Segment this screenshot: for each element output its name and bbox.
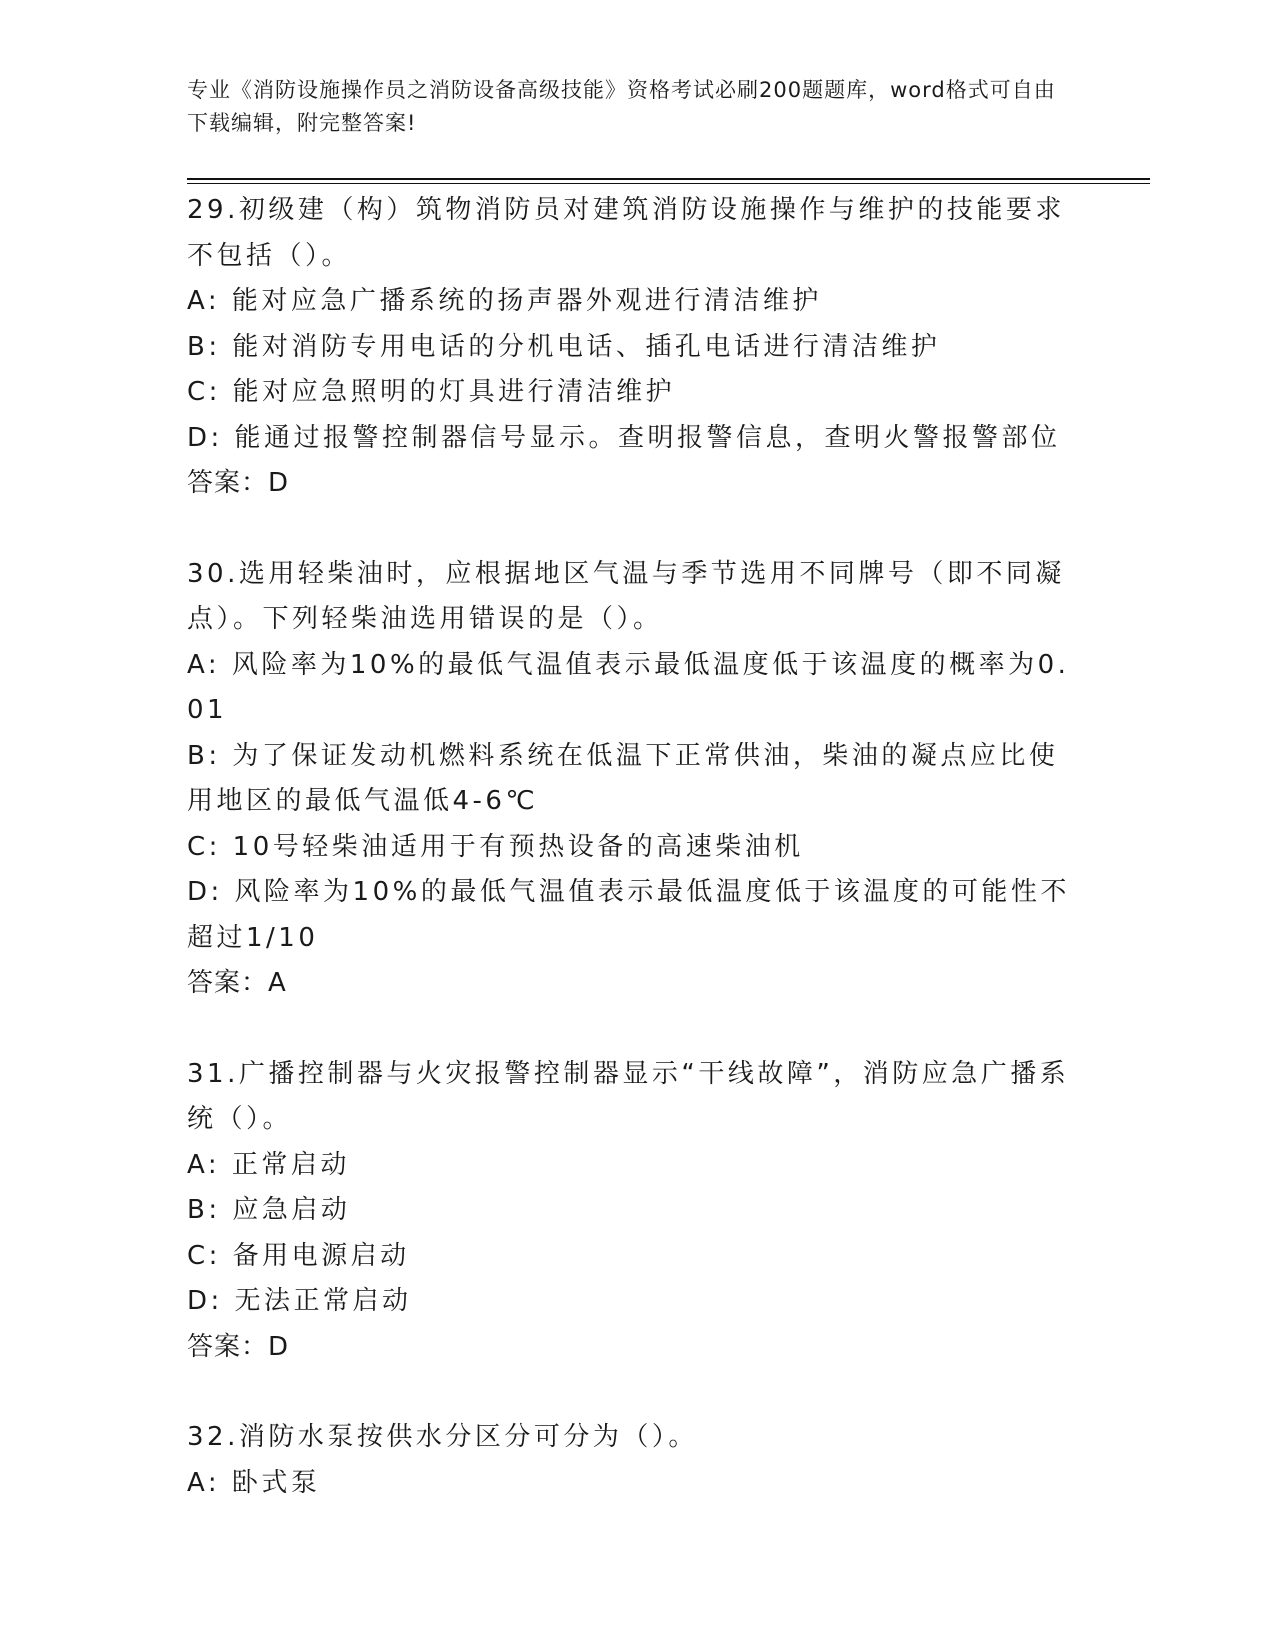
question-32 — [187, 1415, 1072, 1506]
header-divider-thin — [187, 183, 1150, 184]
question-stem: 30.选用轻柴油时，应根据地区气温与季节选用不同牌号（即不同凝点）。下列轻柴油选用错误的是（）。 — [187, 558, 1065, 634]
option-a: A: 正常启动 — [187, 1149, 350, 1180]
question-stem: 31.广播控制器与火灾报警控制器显示“干线故障”，消防应急广播系统（）。 — [187, 1058, 1070, 1134]
option-c: C: 能对应急照明的灯具进行清洁维护 — [187, 377, 676, 407]
question-list — [187, 188, 1072, 1551]
option-a: A: 风险率为10%的最低气温值表示最低温度低于该温度的概率为0.01 — [187, 649, 1070, 725]
option-d: D: 无法正常启动 — [187, 1286, 412, 1316]
answer-label: 答案：A — [187, 968, 287, 998]
question-29 — [187, 188, 1072, 507]
question-stem: 29.初级建（构）筑物消防员对建筑消防设施操作与维护的技能要求不包括（）。 — [187, 195, 1065, 271]
answer-label: 答案：D — [187, 1331, 290, 1362]
option-c: C: 备用电源启动 — [187, 1240, 410, 1271]
option-c: C: 10号轻柴油适用于有预热设备的高速柴油机 — [187, 831, 804, 862]
answer-label: 答案：D — [187, 468, 290, 498]
option-b: B: 应急启动 — [187, 1195, 351, 1225]
question-31 — [187, 1052, 1072, 1371]
document-header-intro: 专业《消防设施操作员之消防设备高级技能》资格考试必刷200题题库，word格式可自由下载编辑，附完整答案! — [187, 78, 1056, 135]
header-divider-thick — [187, 178, 1150, 180]
option-d: D: 能通过报警控制器信号显示。查明报警信息，查明火警报警部位 — [187, 422, 1061, 453]
option-a: A: 能对应急广播系统的扬声器外观进行清洁维护 — [187, 286, 822, 316]
question-stem: 32.消防水泵按供水分区分可分为（）。 — [187, 1422, 698, 1452]
option-d: D: 风险率为10%的最低气温值表示最低温度低于该温度的可能性不超过1/10 — [187, 877, 1070, 953]
option-b: B: 能对消防专用电话的分机电话、插孔电话进行清洁维护 — [187, 331, 941, 362]
option-b: B: 为了保证发动机燃料系统在低温下正常供油，柴油的凝点应比使用地区的最低气温低4-6℃ — [187, 740, 1059, 816]
option-a: A: 卧式泵 — [187, 1467, 321, 1498]
question-30 — [187, 552, 1072, 1007]
